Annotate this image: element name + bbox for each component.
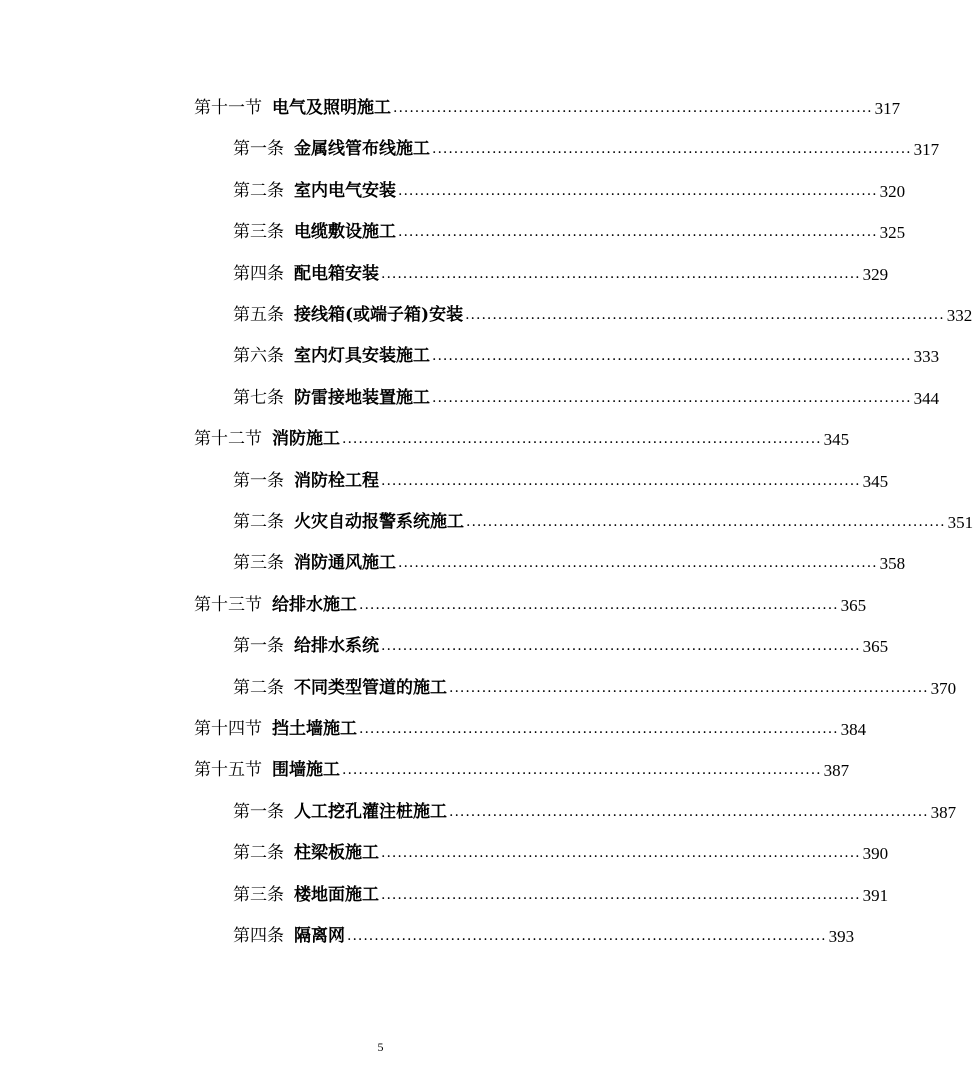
toc-leader-dots: ........................................................................................ bbox=[449, 679, 929, 696]
toc-leader-dots: ........................................................................................ bbox=[432, 141, 912, 158]
toc-entry-title: 接线箱(或端子箱)安装 bbox=[294, 305, 464, 325]
toc-leader-dots: ........................................................................................ bbox=[432, 389, 912, 406]
toc-entry-number: 第一条 bbox=[233, 470, 284, 491]
toc-entry-page: 393 bbox=[828, 927, 855, 946]
toc-entry-number: 第十一节 bbox=[194, 98, 262, 118]
toc-entry-number: 第四条 bbox=[233, 926, 284, 946]
toc-leader-dots: ........................................................................................ bbox=[347, 928, 827, 944]
toc-entry-number: 第四条 bbox=[233, 263, 284, 284]
toc-entry-title: 楼地面施工 bbox=[294, 884, 379, 905]
toc-entry-page: 329 bbox=[862, 264, 889, 284]
toc-entry[interactable] bbox=[233, 378, 940, 419]
toc-entry-page: 384 bbox=[840, 720, 867, 739]
toc-leader-dots: ........................................................................................ bbox=[342, 431, 822, 448]
toc-entry-title: 隔离网 bbox=[294, 926, 345, 946]
toc-entry[interactable] bbox=[194, 709, 867, 750]
toc-leader-dots: ........................................................................................ bbox=[465, 307, 945, 323]
toc-entry[interactable] bbox=[194, 419, 850, 460]
toc-leader-dots: ........................................................................................ bbox=[381, 638, 861, 655]
toc-entry-title: 给排水施工 bbox=[272, 594, 357, 615]
toc-entry-title: 火灾自动报警系统施工 bbox=[294, 512, 464, 532]
toc-entry-page: 345 bbox=[862, 471, 889, 491]
toc-entry-title: 消防栓工程 bbox=[294, 470, 379, 491]
toc-entry[interactable] bbox=[233, 336, 940, 377]
toc-entry[interactable] bbox=[233, 171, 906, 212]
toc-entry-title: 消防施工 bbox=[272, 429, 340, 450]
toc-entry-page: 333 bbox=[913, 347, 940, 367]
toc-leader-dots: ........................................................................................ bbox=[381, 886, 861, 903]
toc-entry-number: 第二条 bbox=[233, 843, 284, 864]
toc-entry[interactable] bbox=[233, 129, 940, 170]
page-number: 5 bbox=[377, 1040, 384, 1054]
toc-entry[interactable] bbox=[233, 461, 889, 502]
toc-entry-page: 317 bbox=[913, 140, 940, 160]
toc-entry-title: 室内灯具安装施工 bbox=[294, 346, 430, 367]
toc-entry-title: 消防通风施工 bbox=[294, 553, 396, 574]
toc-entry[interactable] bbox=[194, 585, 867, 626]
toc-entry-title: 给排水系统 bbox=[294, 636, 379, 657]
toc-leader-dots: ........................................................................................ bbox=[342, 762, 822, 779]
toc-entry-title: 柱梁板施工 bbox=[294, 843, 379, 864]
toc-entry-number: 第一条 bbox=[233, 139, 284, 160]
toc-entry-number: 第十四节 bbox=[194, 719, 262, 739]
toc-entry-number: 第三条 bbox=[233, 884, 284, 905]
toc-entry-number: 第一条 bbox=[233, 636, 284, 657]
toc-entry-title: 电缆敷设施工 bbox=[294, 222, 396, 243]
toc-leader-dots: ........................................................................................ bbox=[398, 182, 878, 199]
toc-entry-number: 第一条 bbox=[233, 801, 284, 822]
toc-entry-title: 金属线管布线施工 bbox=[294, 139, 430, 160]
toc-entry-title: 围墙施工 bbox=[272, 760, 340, 781]
toc-leader-dots: ........................................................................................ bbox=[393, 100, 873, 116]
toc-entry[interactable] bbox=[233, 916, 855, 957]
toc-entry[interactable] bbox=[233, 668, 957, 709]
toc-entry[interactable] bbox=[233, 875, 889, 916]
toc-entry-page: 320 bbox=[879, 181, 906, 201]
toc-leader-dots: ........................................................................................ bbox=[359, 721, 839, 737]
toc-entry-page: 317 bbox=[874, 99, 901, 118]
toc-entry[interactable] bbox=[233, 626, 889, 667]
toc-entry[interactable] bbox=[233, 254, 889, 295]
toc-entry-title: 不同类型管道的施工 bbox=[294, 677, 447, 698]
toc-entry-number: 第二条 bbox=[233, 512, 284, 532]
toc-entry-title: 室内电气安装 bbox=[294, 180, 396, 201]
toc-entry-title: 挡土墙施工 bbox=[272, 719, 357, 739]
toc-entry-page: 351 bbox=[947, 513, 973, 532]
toc-leader-dots: ........................................................................................ bbox=[381, 265, 861, 282]
toc-entry-title: 人工挖孔灌注桩施工 bbox=[294, 801, 447, 822]
toc-entry-number: 第七条 bbox=[233, 387, 284, 408]
toc-leader-dots: ........................................................................................ bbox=[381, 845, 861, 862]
toc-leader-dots: ........................................................................................ bbox=[381, 472, 861, 489]
toc-entry-number: 第三条 bbox=[233, 222, 284, 243]
toc-leader-dots: ........................................................................................ bbox=[398, 555, 878, 572]
toc-entry-page: 387 bbox=[823, 761, 850, 781]
toc-entry[interactable] bbox=[233, 792, 957, 833]
toc-entry-page: 370 bbox=[930, 678, 957, 698]
toc-entry-page: 325 bbox=[879, 223, 906, 243]
toc-entry[interactable] bbox=[194, 750, 850, 791]
toc-entry[interactable] bbox=[233, 212, 906, 253]
toc-entry-page: 344 bbox=[913, 388, 940, 408]
toc-entry-page: 345 bbox=[823, 430, 850, 450]
toc-entry-title: 配电箱安装 bbox=[294, 263, 379, 284]
toc-entry[interactable] bbox=[233, 543, 906, 584]
toc-entry-page: 365 bbox=[862, 637, 889, 657]
toc-entry[interactable] bbox=[233, 502, 973, 543]
toc-entry-page: 358 bbox=[879, 554, 906, 574]
toc-entry-page: 390 bbox=[862, 844, 889, 864]
toc-leader-dots: ........................................................................................ bbox=[398, 224, 878, 241]
toc-leader-dots: ........................................................................................ bbox=[359, 596, 839, 613]
toc-entry-number: 第十三节 bbox=[194, 594, 262, 615]
toc-leader-dots: ........................................................................................ bbox=[449, 803, 929, 820]
toc-entry-title: 电气及照明施工 bbox=[272, 98, 391, 118]
toc-entry-number: 第五条 bbox=[233, 305, 284, 325]
toc-entry-number: 第三条 bbox=[233, 553, 284, 574]
toc-leader-dots: ........................................................................................ bbox=[432, 348, 912, 365]
toc-leader-dots: ........................................................................................ bbox=[466, 514, 946, 530]
toc-entry-number: 第十五节 bbox=[194, 760, 262, 781]
toc-entry-number: 第二条 bbox=[233, 180, 284, 201]
toc-entry-number: 第二条 bbox=[233, 677, 284, 698]
toc-entry-page: 332 bbox=[946, 306, 973, 325]
toc-entry[interactable] bbox=[194, 88, 901, 129]
toc-entry-number: 第十二节 bbox=[194, 429, 262, 450]
toc-entry[interactable] bbox=[233, 295, 973, 336]
toc-entry-title: 防雷接地装置施工 bbox=[294, 387, 430, 408]
toc-entry-page: 391 bbox=[862, 885, 889, 905]
toc-entry-page: 387 bbox=[930, 802, 957, 822]
toc-entry-number: 第六条 bbox=[233, 346, 284, 367]
toc-entry[interactable] bbox=[233, 833, 889, 874]
toc-entry-page: 365 bbox=[840, 595, 867, 615]
